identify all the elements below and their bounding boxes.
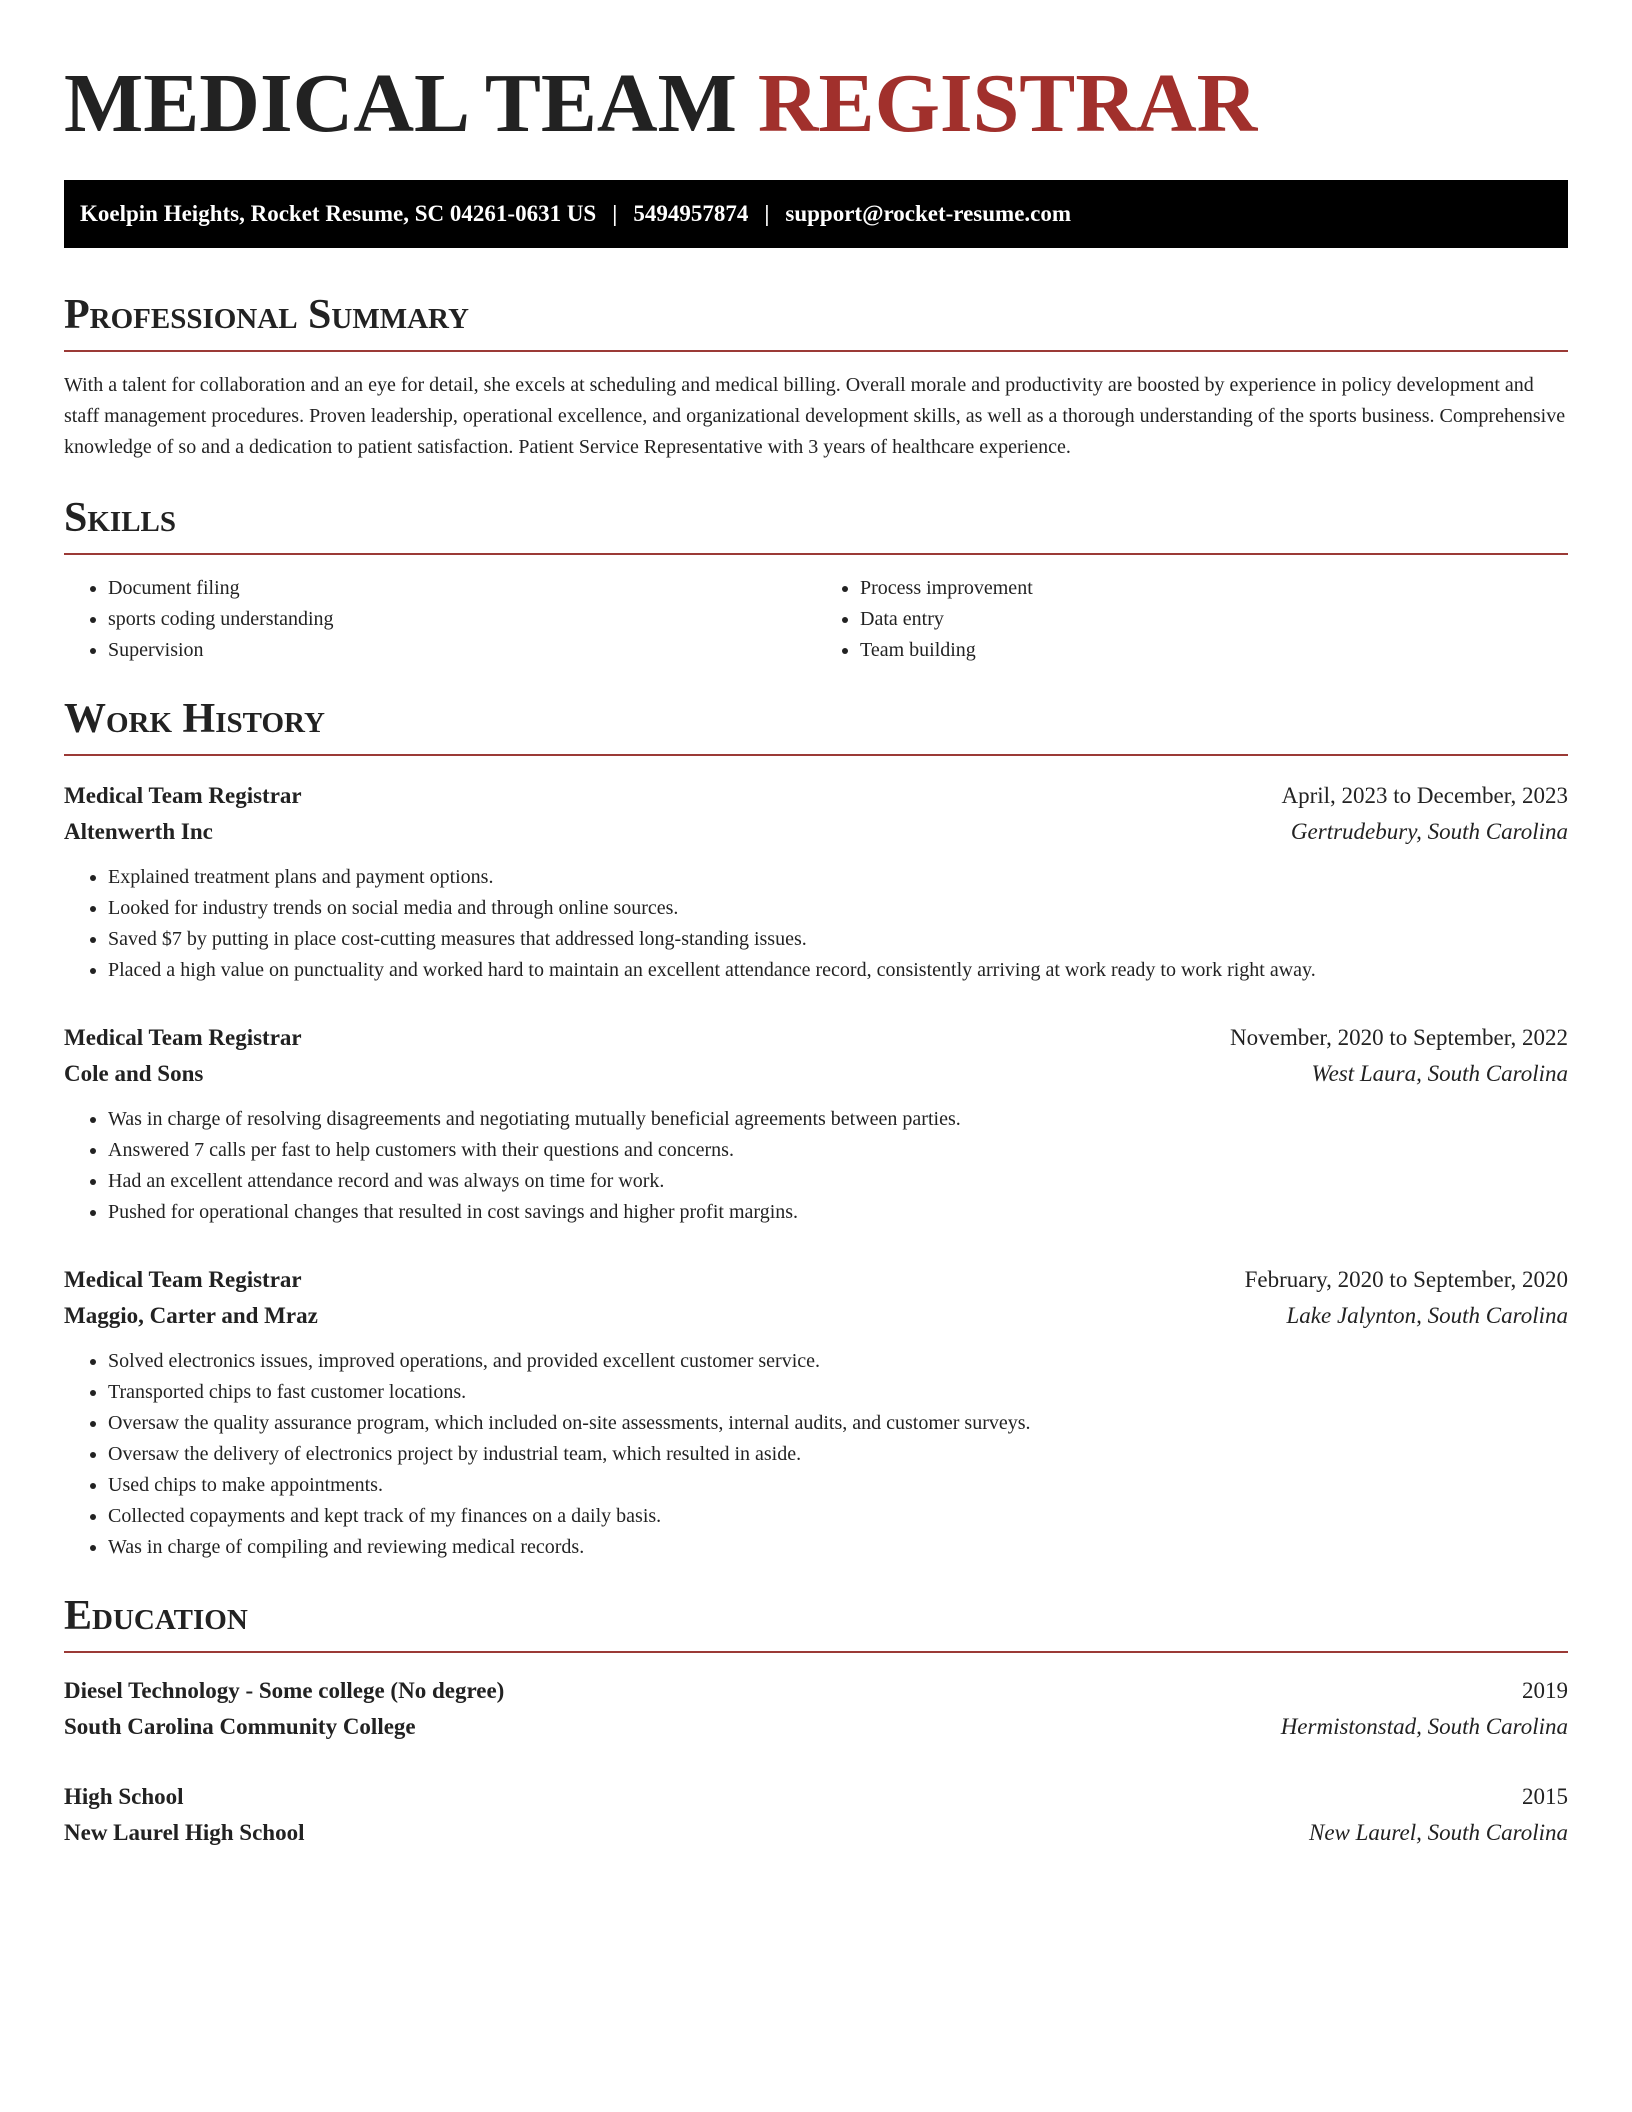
education-entry <box>64 1779 1568 1851</box>
job-bullet: • Explained treatment plans and payment options. <box>108 862 1568 893</box>
contact-separator: | <box>612 201 618 226</box>
education-entry <box>64 1673 1568 1745</box>
job-bullet: • Was in charge of compiling and reviewing medical records. <box>108 1532 1568 1563</box>
job-bullet: • Looked for industry trends on social media and through online sources. <box>108 893 1568 924</box>
job-bullet: • Placed a high value on punctuality and worked hard to maintain an excellent attendance record, consistently arriving at work ready to work right away. <box>108 955 1568 986</box>
job-bullet: • Oversaw the quality assurance program, which included on-site assessments, internal audits, and customer surveys. <box>108 1408 1568 1439</box>
education-degree: High School <box>64 1784 184 1809</box>
job-entry <box>64 778 1568 986</box>
work-section <box>64 698 1568 1563</box>
job-bullets <box>64 1346 1568 1563</box>
education-heading: Education <box>64 1595 1568 1653</box>
job-company: Cole and Sons <box>64 1061 204 1086</box>
education-year: 2019 <box>1522 1678 1568 1703</box>
skill-item: • Team building <box>860 635 1568 666</box>
job-entry <box>64 1262 1568 1563</box>
education-header-row <box>64 1779 1568 1815</box>
job-header-row <box>64 778 1568 814</box>
job-bullet: • Had an excellent attendance record and was always on time for work. <box>108 1166 1568 1197</box>
job-company-row <box>64 1056 1568 1092</box>
job-entry <box>64 1020 1568 1228</box>
job-company: Altenwerth Inc <box>64 819 213 844</box>
skill-item: • Supervision <box>108 635 816 666</box>
contact-email: support@rocket-resume.com <box>785 201 1072 226</box>
education-year: 2015 <box>1522 1784 1568 1809</box>
contact-phone: 5494957874 <box>633 201 749 226</box>
education-school-row <box>64 1815 1568 1851</box>
job-bullet: • Answered 7 calls per fast to help customers with their questions and concerns. <box>108 1135 1568 1166</box>
education-location: Hermistonstad, South Carolina <box>1280 1714 1568 1739</box>
job-dates: February, 2020 to September, 2020 <box>1244 1267 1568 1292</box>
skills-heading: Skills <box>64 497 1568 555</box>
job-location: West Laura, South Carolina <box>1311 1061 1568 1086</box>
education-header-row <box>64 1673 1568 1709</box>
job-company: Maggio, Carter and Mraz <box>64 1303 318 1328</box>
job-header-row <box>64 1020 1568 1056</box>
summary-section <box>64 294 1568 463</box>
job-location: Gertrudebury, South Carolina <box>1290 819 1568 844</box>
job-title: Medical Team Registrar <box>64 1267 302 1292</box>
job-bullets <box>64 862 1568 986</box>
job-bullet: • Saved $7 by putting in place cost-cutting measures that addressed long-standing issues. <box>108 924 1568 955</box>
skills-list <box>64 573 1568 666</box>
summary-text: With a talent for collaboration and an eye for detail, she excels at scheduling and medical billing. Overall morale and productivity are boosted by experience in policy development and staff management procedures. Proven leadership, operational excellence, and organizational development skills, as well as a thorough understanding of the sports business. Comprehensive knowledge of so and a dedication to patient satisfaction. Patient Service Representative with 3 years of healthcare experience. <box>64 374 1566 458</box>
job-bullet: • Used chips to make appointments. <box>108 1470 1568 1501</box>
job-title: Medical Team Registrar <box>64 783 302 808</box>
contact-bar <box>64 180 1568 248</box>
work-heading: Work History <box>64 698 1568 756</box>
job-bullet: • Collected copayments and kept track of my finances on a daily basis. <box>108 1501 1568 1532</box>
contact-address: Koelpin Heights, Rocket Resume, SC 04261-0631 US <box>80 201 597 226</box>
name-part-2: REGISTRAR <box>757 57 1258 150</box>
job-dates: April, 2023 to December, 2023 <box>1281 783 1568 808</box>
education-location: New Laurel, South Carolina <box>1309 1820 1568 1845</box>
job-bullets <box>64 1104 1568 1228</box>
summary-heading: Professional Summary <box>64 294 1568 352</box>
job-bullet: • Transported chips to fast customer locations. <box>108 1377 1568 1408</box>
education-degree: Diesel Technology - Some college (No degree) <box>64 1678 505 1703</box>
skill-item: • Data entry <box>860 604 1568 635</box>
job-bullet: • Oversaw the delivery of electronics project by industrial team, which resulted in aside. <box>108 1439 1568 1470</box>
job-title: Medical Team Registrar <box>64 1025 302 1050</box>
skill-item: • Process improvement <box>860 573 1568 604</box>
job-bullet: • Pushed for operational changes that resulted in cost savings and higher profit margins. <box>108 1197 1568 1228</box>
job-bullet: • Solved electronics issues, improved operations, and provided excellent customer service. <box>108 1346 1568 1377</box>
skill-item: • Document filing <box>108 573 816 604</box>
skill-item: • sports coding understanding <box>108 604 816 635</box>
job-location: Lake Jalynton, South Carolina <box>1286 1303 1568 1328</box>
skills-section <box>64 497 1568 666</box>
education-school: South Carolina Community College <box>64 1714 416 1739</box>
skills-column-left <box>64 573 816 666</box>
job-header-row <box>64 1262 1568 1298</box>
skills-column-right <box>816 573 1568 666</box>
education-school-row <box>64 1709 1568 1745</box>
job-dates: November, 2020 to September, 2022 <box>1230 1025 1568 1050</box>
job-bullet: • Was in charge of resolving disagreements and negotiating mutually beneficial agreements between parties. <box>108 1104 1568 1135</box>
contact-separator: | <box>764 201 770 226</box>
name-part-1: MEDICAL TEAM <box>64 57 737 150</box>
job-company-row <box>64 814 1568 850</box>
education-section <box>64 1595 1568 1851</box>
education-school: New Laurel High School <box>64 1820 305 1845</box>
job-company-row <box>64 1298 1568 1334</box>
resume-name <box>64 57 1568 150</box>
